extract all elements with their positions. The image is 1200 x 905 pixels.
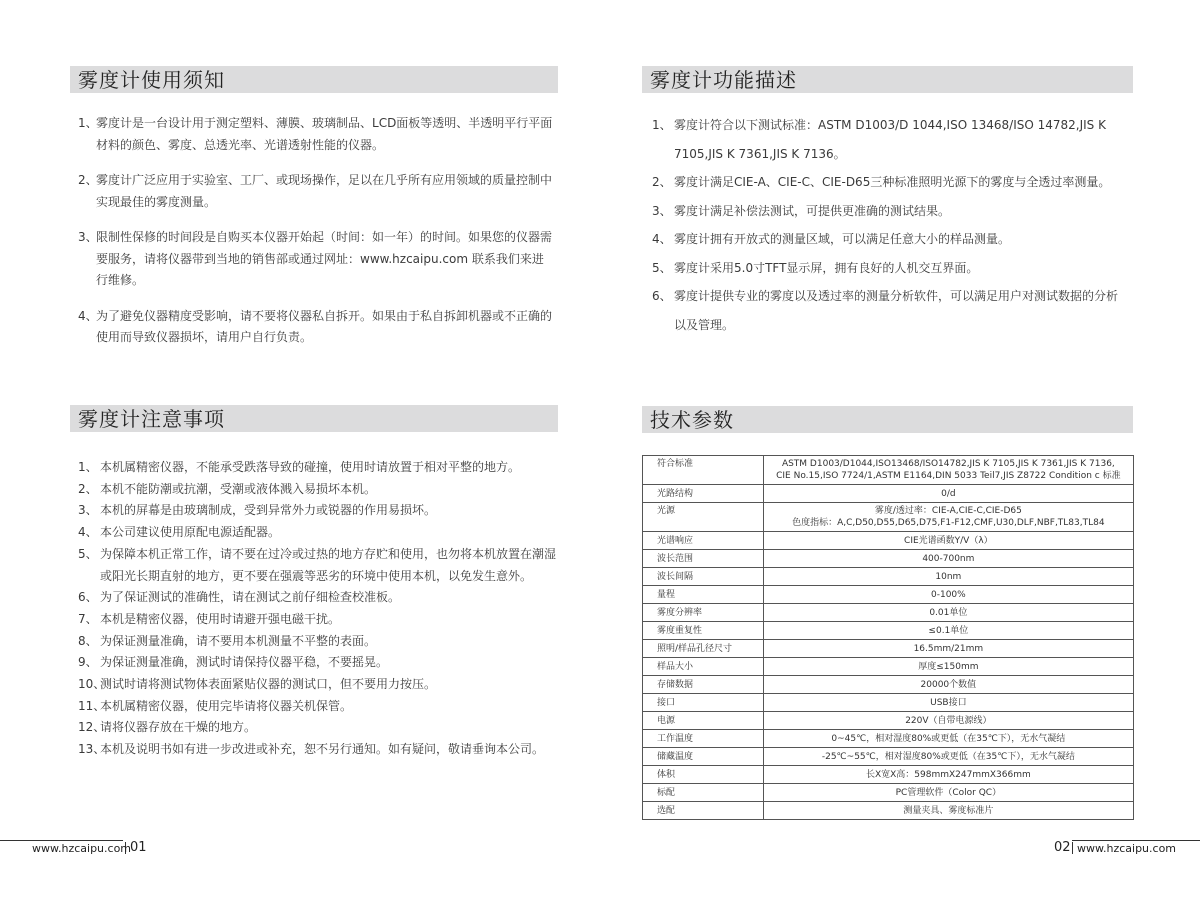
item-number: 11、 — [78, 698, 106, 713]
list-item — [78, 739, 556, 761]
list-item — [652, 254, 1122, 283]
list-item — [652, 197, 1122, 226]
item-text: 本机是精密仪器，使用时请避开强电磁干扰。 — [100, 611, 341, 626]
spec-value-line: 16.5mm/21mm — [913, 643, 984, 654]
spec-value — [763, 550, 1133, 568]
page-number-left: 01 — [130, 840, 147, 855]
item-text: 本公司建议使用原配电源适配器。 — [100, 525, 281, 540]
usage-notice-title: 雾度计使用须知 — [78, 68, 225, 92]
list-item — [78, 696, 556, 718]
spec-value — [763, 658, 1133, 676]
item-number: 2、 — [78, 173, 98, 187]
list-item — [78, 306, 554, 349]
spec-value — [763, 640, 1133, 658]
spec-key: 波长范围 — [643, 550, 764, 568]
item-text: 限制性保修的时间段是自购买本仪器开始起（时间：如一年）的时间。如果您的仪器需要服务，请将仪器带到当地的销售部或通过网址：www.hzcaipu.com 联系我们来进行维修。 — [96, 230, 553, 287]
item-text: 雾度计提供专业的雾度以及透过率的测量分析软件，可以满足用户对测试数据的分析以及管理。 — [674, 289, 1119, 332]
footer-url-right: www.hzcaipu.com — [1077, 842, 1177, 855]
list-item — [652, 225, 1122, 254]
spec-value-line: 测量夹具、雾度标准片 — [903, 805, 994, 816]
item-text: 为了保证测试的准确性，请在测试之前仔细检查校准板。 — [100, 590, 401, 605]
precautions-title: 雾度计注意事项 — [78, 407, 225, 431]
spec-value-line: 0.01单位 — [929, 607, 968, 618]
item-text: 雾度计是一台设计用于测定塑料、薄膜、玻璃制品、LCD面板等透明、半透明平行平面材料的颜色、雾度、总透光率、光谱透射性能的仪器。 — [96, 116, 553, 152]
table-row — [643, 485, 1134, 503]
list-item — [652, 111, 1122, 168]
item-text: 雾度计满足补偿法测试，可提供更准确的测试结果。 — [674, 203, 951, 218]
table-row — [643, 568, 1134, 586]
spec-key: 存储数据 — [643, 676, 764, 694]
spec-key: 接口 — [643, 694, 764, 712]
list-item — [78, 717, 556, 739]
item-number: 12、 — [78, 720, 106, 735]
item-text: 雾度计广泛应用于实验室、工厂、或现场操作，足以在几乎所有应用领域的质量控制中实现最佳的雾度测量。 — [96, 173, 553, 209]
item-number: 1、 — [78, 116, 98, 130]
spec-value — [763, 712, 1133, 730]
spec-key: 光谱响应 — [643, 532, 764, 550]
spec-value-line: 雾度/透过率：CIE-A,CIE-C,CIE-D65 — [874, 506, 1022, 516]
list-item — [652, 168, 1122, 197]
table-row — [643, 730, 1134, 748]
item-number: 3、 — [652, 203, 672, 218]
table-row — [643, 604, 1134, 622]
spec-value — [763, 766, 1133, 784]
table-row — [643, 676, 1134, 694]
table-row — [643, 766, 1134, 784]
spec-key: 体积 — [643, 766, 764, 784]
table-row — [643, 784, 1134, 802]
footer-url-left: www.hzcaipu.com — [32, 842, 132, 855]
item-text: 为了避免仪器精度受影响，请不要将仪器私自拆开。如果由于私自拆卸机器或不正确的使用而导致仪器损坏，请用户自行负责。 — [96, 308, 553, 344]
item-text: 为保证测量准确，请不要用本机测量不平整的表面。 — [100, 633, 377, 648]
list-item — [78, 479, 556, 501]
item-number: 10、 — [78, 677, 106, 692]
specs-table — [642, 455, 1134, 820]
spec-key: 工作温度 — [643, 730, 764, 748]
item-number: 4、 — [78, 525, 98, 540]
spec-value-line: 0/d — [941, 488, 956, 499]
features-header — [642, 66, 1133, 93]
spec-value — [763, 730, 1133, 748]
usage-notice-list — [78, 113, 554, 363]
spec-key: 样品大小 — [643, 658, 764, 676]
spec-key: 光源 — [643, 503, 764, 532]
spec-value — [763, 485, 1133, 503]
spec-value — [763, 676, 1133, 694]
spec-key: 符合标准 — [643, 456, 764, 485]
item-text: 雾度计符合以下测试标准：ASTM D1003/D 1044,ISO 13468/ISO 14782,JIS K 7105,JIS K 7361,JIS K 7136。 — [674, 118, 1106, 161]
specs-title: 技术参数 — [650, 408, 734, 432]
table-row — [643, 640, 1134, 658]
spec-value — [763, 532, 1133, 550]
table-row — [643, 712, 1134, 730]
table-row — [643, 622, 1134, 640]
spec-value-line: 20000个数值 — [920, 679, 977, 690]
table-row — [643, 748, 1134, 766]
spec-value-line: 10nm — [935, 571, 962, 582]
usage-notice-header — [70, 66, 558, 93]
page-number-right: 02 — [1054, 840, 1071, 855]
features-list — [652, 111, 1122, 339]
precautions-list — [78, 457, 557, 761]
list-item — [78, 522, 556, 544]
item-text: 雾度计满足CIE-A、CIE-C、CIE-D65三种标准照明光源下的雾度与全透过率测量。 — [674, 175, 1111, 189]
spec-key: 雾度重复性 — [643, 622, 764, 640]
spec-value-line: CIE光谱函数Y/V（λ） — [904, 535, 993, 546]
list-item — [78, 652, 556, 674]
table-row — [643, 802, 1134, 820]
spec-value — [763, 604, 1133, 622]
spec-value — [763, 503, 1133, 532]
item-text: 本机的屏幕是由玻璃制成，受到异常外力或锐器的作用易损坏。 — [100, 503, 437, 518]
spec-value-line: 色度指标：A,C,D50,D55,D65,D75,F1-F12,CMF,U30,DLF,NBF,TL83,TL84 — [792, 518, 1105, 528]
spec-value — [763, 802, 1133, 820]
spec-value-line: 0~45℃，相对湿度80%或更低（在35℃下），无水气凝结 — [831, 733, 1066, 744]
item-text: 为保障本机正常工作，请不要在过冷或过热的地方存贮和使用，也勿将本机放置在潮湿或阳光长期直射的地方，更不要在强震等恶劣的环境中使用本机，以免发生意外。 — [100, 546, 557, 583]
list-item — [78, 170, 554, 213]
table-row — [643, 503, 1134, 532]
item-number: 13、 — [78, 742, 106, 757]
spec-key: 储藏温度 — [643, 748, 764, 766]
table-row — [643, 658, 1134, 676]
spec-key: 光路结构 — [643, 485, 764, 503]
table-row — [643, 456, 1134, 485]
item-number: 6、 — [652, 289, 672, 303]
item-number: 7、 — [78, 611, 98, 626]
specs-header — [642, 406, 1133, 433]
footer-rule-left — [0, 840, 123, 841]
spec-value-line: 长X宽X高：598mmX247mmX366mm — [865, 769, 1031, 780]
table-row — [643, 694, 1134, 712]
footer-divider-right — [1072, 842, 1073, 854]
spec-value — [763, 694, 1133, 712]
list-item — [78, 587, 556, 609]
item-number: 3、 — [78, 503, 98, 518]
list-item — [78, 609, 556, 631]
spec-key: 量程 — [643, 586, 764, 604]
spec-value — [763, 456, 1133, 485]
spec-key: 标配 — [643, 784, 764, 802]
item-text: 本机属精密仪器，使用完毕请将仪器关机保管。 — [100, 698, 353, 713]
spec-value-line: USB接口 — [930, 697, 967, 708]
item-number: 2、 — [652, 175, 672, 189]
table-row — [643, 550, 1134, 568]
spec-value — [763, 748, 1133, 766]
spec-value-line: CIE No.15,ISO 7724/1,ASTM E1164,DIN 5033 Teil7,JIS Z8722 Condition c 标准 — [776, 471, 1121, 481]
item-number: 5、 — [78, 546, 98, 561]
item-text: 本机不能防潮或抗潮，受潮或液体溅入易损坏本机。 — [100, 481, 377, 496]
spec-key: 波长间隔 — [643, 568, 764, 586]
spec-value — [763, 622, 1133, 640]
spec-key: 照明/样品孔径尺寸 — [643, 640, 764, 658]
table-row — [643, 532, 1134, 550]
spec-key: 雾度分辨率 — [643, 604, 764, 622]
spec-key: 选配 — [643, 802, 764, 820]
item-number: 1、 — [78, 460, 98, 474]
spec-key: 电源 — [643, 712, 764, 730]
spec-value-line: ASTM D1003/D1044,ISO13468/ISO14782,JIS K 7105,JIS K 7361,JIS K 7136, — [781, 459, 1115, 469]
item-text: 请将仪器存放在干燥的地方。 — [100, 720, 257, 735]
list-item — [78, 544, 557, 587]
list-item — [78, 113, 554, 156]
spec-value — [763, 568, 1133, 586]
list-item — [652, 282, 1122, 339]
precautions-header — [70, 405, 558, 432]
table-row — [643, 586, 1134, 604]
spec-value-line: 0-100% — [931, 589, 966, 600]
spec-value-line: ≤0.1单位 — [928, 625, 969, 636]
spec-value-line: 厚度≤150mm — [918, 661, 979, 672]
spec-value-line: -25℃~55℃，相对湿度80%或更低（在35℃下），无水气凝结 — [821, 751, 1075, 762]
item-number: 2、 — [78, 481, 98, 496]
item-text: 测试时请将测试物体表面紧贴仪器的测试口，但不要用力按压。 — [100, 677, 437, 692]
item-text: 本机及说明书如有进一步改进或补充，恕不另行通知。如有疑问，敬请垂询本公司。 — [100, 742, 545, 757]
spec-value-line: PC管理软件（Color QC） — [895, 787, 1002, 798]
item-number: 8、 — [78, 633, 98, 648]
item-number: 4、 — [78, 308, 98, 323]
item-text: 本机属精密仪器，不能承受跌落导致的碰撞，使用时请放置于相对平整的地方。 — [100, 460, 521, 474]
spec-value — [763, 784, 1133, 802]
list-item — [78, 227, 554, 292]
item-number: 3、 — [78, 230, 98, 244]
list-item — [78, 500, 556, 522]
item-number: 9、 — [78, 655, 98, 670]
spec-value-line: 220V（自带电源线） — [905, 715, 992, 726]
spec-value — [763, 586, 1133, 604]
features-title: 雾度计功能描述 — [650, 68, 797, 92]
item-text: 雾度计拥有开放式的测量区域，可以满足任意大小的样品测量。 — [674, 232, 1011, 246]
item-number: 6、 — [78, 590, 98, 605]
item-number: 1、 — [652, 118, 672, 132]
item-text: 为保证测量准确，测试时请保持仪器平稳，不要摇晃。 — [100, 655, 389, 670]
item-number: 4、 — [652, 232, 672, 246]
item-number: 5、 — [652, 260, 672, 275]
item-text: 雾度计采用5.0寸TFT显示屏，拥有良好的人机交互界面。 — [674, 260, 979, 275]
spec-value-line: 400-700nm — [922, 553, 975, 564]
list-item — [78, 631, 556, 653]
list-item — [78, 457, 556, 479]
footer-rule-right — [1072, 840, 1200, 841]
list-item — [78, 674, 556, 696]
